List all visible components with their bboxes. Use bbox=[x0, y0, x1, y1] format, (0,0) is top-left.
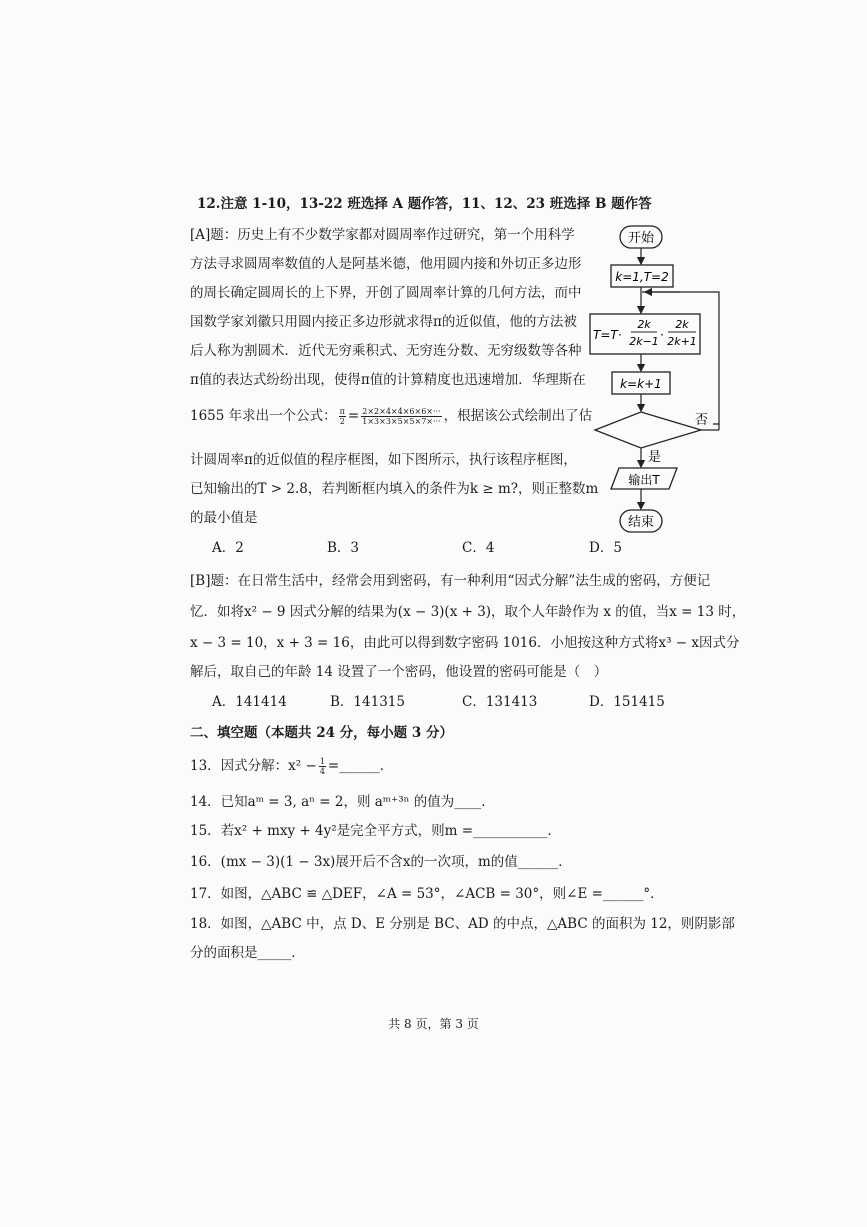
no-label: 否 bbox=[695, 413, 709, 428]
formula-prefix: 1655 年求出一个公式： bbox=[190, 408, 337, 424]
update-dot: · bbox=[660, 328, 664, 342]
formula-lhs-num: π bbox=[339, 407, 345, 416]
q12a-line-8: 计圆周率π的近似值的程序框图，如下图所示，执行该程序框图， bbox=[190, 452, 577, 468]
formula-eq: = bbox=[347, 408, 360, 424]
q17: 17．如图，△ABC ≌ △DEF，∠A = 53°，∠ACB = 30°，则∠E =______°． bbox=[190, 886, 664, 902]
q12a-line-5: 后人称为割圆术．近代无穷乘积式、无穷连分数、无穷级数等各种 bbox=[190, 343, 582, 359]
q12a-line-9: 已知输出的T > 2.8，若判断框内填入的条件为k ≥ m?，则正整数m bbox=[190, 481, 599, 497]
q12a-line-10: 的最小值是 bbox=[190, 510, 258, 526]
q18-line-1: 18．如图，△ABC 中，点 D、E 分别是 BC、AD 的中点，△ABC 的面积为 12，则阴影部 bbox=[190, 916, 735, 932]
update-frac2-num: 2k bbox=[675, 318, 689, 331]
q12a-option-d[interactable]: D．5 bbox=[589, 540, 622, 556]
end-label: 结束 bbox=[627, 515, 655, 530]
q18-line-2: 分的面积是_____． bbox=[190, 945, 305, 961]
update-frac1-num: 2k bbox=[637, 318, 651, 331]
wallis-formula-line bbox=[190, 406, 592, 426]
program-flowchart bbox=[585, 218, 725, 538]
q13-frac-num: 1 bbox=[319, 757, 325, 766]
q12a-line-4: 国数学家刘徽只用圆内接正多边形就求得π的近似值，他的方法被 bbox=[190, 314, 577, 330]
q16: 16．(mx − 3)(1 − 3x)展开后不含x的一次项，m的值______． bbox=[190, 854, 572, 870]
update-frac2-den: 2k+1 bbox=[667, 335, 697, 348]
formula-rhs bbox=[361, 407, 441, 426]
q12b-line-3: x − 3 = 10，x + 3 = 16，由此可以得到数字密码 1016．小旭按这种方式将x³ − x因式分 bbox=[190, 635, 740, 651]
q12a-option-b[interactable]: B．3 bbox=[327, 540, 360, 556]
q12b-option-c[interactable]: C．131413 bbox=[462, 694, 538, 710]
q12b-line-2: 忆．如将x² − 9 因式分解的结果为(x − 3)(x + 3)，取个人年龄作为 x 的值，当x = 13 时， bbox=[190, 604, 746, 620]
q12b-option-b[interactable]: B．141315 bbox=[330, 694, 405, 710]
page-footer: 共 8 页，第 3 页 bbox=[388, 1017, 479, 1031]
q14: 14．已知aᵐ = 3, aⁿ = 2，则 aᵐ⁺³ⁿ 的值为____． bbox=[190, 794, 495, 810]
formula-lhs-den: 2 bbox=[339, 417, 345, 426]
formula-rhs-den: 1×3×3×5×5×7×··· bbox=[362, 417, 441, 426]
q12a-line-1: [A]题：历史上有不少数学家都对圆周率作过研究，第一个用科学 bbox=[190, 227, 575, 243]
q12a-line-6: π值的表达式纷纷出现，使得π值的计算精度也迅速增加．华理斯在 bbox=[190, 372, 586, 388]
formula-lhs bbox=[339, 407, 346, 426]
decision-diamond bbox=[595, 412, 701, 448]
q12a-option-c[interactable]: C．4 bbox=[462, 540, 495, 556]
section-2-title: 二、填空题（本题共 24 分，每小题 3 分） bbox=[190, 725, 453, 741]
init-label: k=1,T=2 bbox=[615, 270, 669, 284]
yes-label: 是 bbox=[648, 450, 662, 465]
output-label: 输出T bbox=[628, 473, 660, 487]
q13-fraction bbox=[319, 757, 326, 776]
q12-header: 12.注意 1-10，13-22 班选择 A 题作答，11、12、23 班选择 B 题作答 bbox=[197, 196, 652, 212]
q15: 15．若x² + mxy + 4y²是完全平方式，则m =___________． bbox=[190, 823, 561, 839]
q12b-line-1: [B]题：在日常生活中，经常会用到密码，有一种利用“因式分解”法生成的密码，方便记 bbox=[190, 573, 711, 589]
update-prefix: T=T· bbox=[593, 328, 622, 342]
q12b-option-a[interactable]: A．141414 bbox=[212, 694, 287, 710]
start-label: 开始 bbox=[627, 231, 655, 246]
q12a-line-2: 方法寻求圆周率数值的人是阿基米德，他用圆内接和外切正多边形 bbox=[190, 256, 582, 272]
formula-suffix: ，根据该公式绘制出了估 bbox=[443, 408, 593, 424]
q13 bbox=[190, 756, 393, 776]
q12b-line-4: 解后，取自己的年龄 14 设置了一个密码，他设置的密码可能是（ ） bbox=[190, 664, 608, 680]
q13-prefix: 13．因式分解：x² − bbox=[190, 758, 317, 774]
q13-suffix: =______． bbox=[327, 758, 394, 774]
q12a-option-a[interactable]: A．2 bbox=[212, 540, 244, 556]
q13-frac-den: 4 bbox=[319, 767, 325, 776]
formula-rhs-num: 2×2×4×4×6×6×··· bbox=[362, 407, 441, 416]
increment-label: k=k+1 bbox=[620, 377, 662, 391]
update-frac1-den: 2k−1 bbox=[629, 335, 659, 348]
q12a-line-3: 的周长确定圆周长的上下界，开创了圆周率计算的几何方法，而中 bbox=[190, 285, 582, 301]
q12b-option-d[interactable]: D．151415 bbox=[589, 694, 665, 710]
